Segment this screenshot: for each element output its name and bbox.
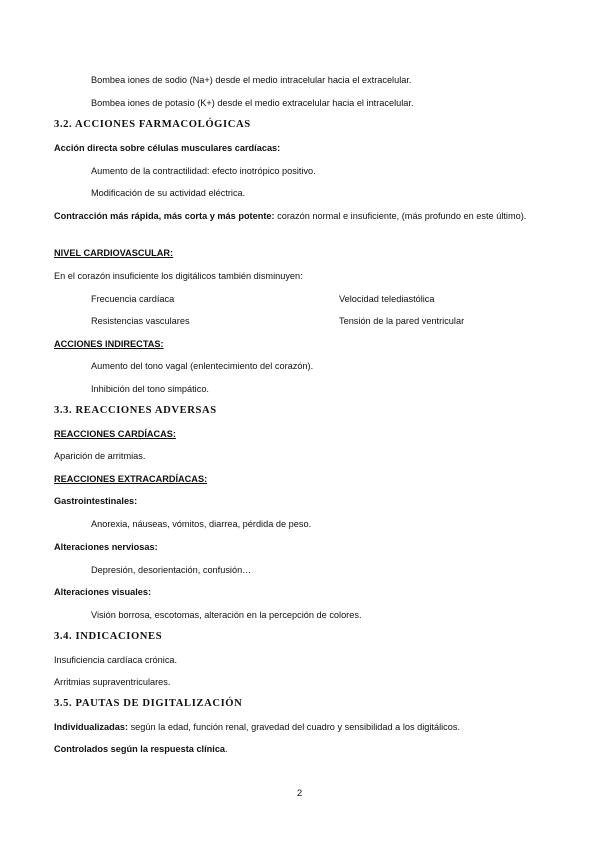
paragraph bbox=[54, 721, 460, 733]
text-line: Aparición de arritmias. bbox=[54, 451, 146, 461]
text-line: Bombea iones de sodio (Na+) desde el medio intracelular hacia el extracelular. bbox=[91, 75, 412, 85]
list-item: Frecuencia cardíaca bbox=[91, 294, 175, 304]
paragraph-text: según la edad, función renal, gravedad del cuadro y sensibilidad a los digitálicos. bbox=[128, 722, 461, 732]
text-line: Bombea iones de potasio (K+) desde el medio extracelular hacia el intracelular. bbox=[91, 98, 414, 108]
section-heading-3-2: 3.2. ACCIONES FARMACOLÓGICAS bbox=[54, 119, 251, 130]
subheading: Acción directa sobre células musculares cardíacas: bbox=[54, 143, 281, 153]
list-item: Resistencias vasculares bbox=[91, 316, 190, 326]
text-line: Arritmias supraventriculares. bbox=[54, 677, 171, 687]
paragraph bbox=[54, 210, 534, 222]
paragraph bbox=[54, 743, 228, 755]
subheading-underlined: REACCIONES CARDÍACAS: bbox=[54, 429, 176, 439]
subheading-underlined: ACCIONES INDIRECTAS: bbox=[54, 339, 164, 349]
section-heading-3-4: 3.4. INDICACIONES bbox=[54, 631, 163, 642]
page-number: 2 bbox=[296, 788, 303, 799]
text-line: Aumento del tono vagal (enlentecimiento del corazón). bbox=[91, 361, 314, 371]
bold-lead: Controlados según la respuesta clínica bbox=[54, 744, 226, 754]
section-heading-3-3: 3.3. REACCIONES ADVERSAS bbox=[54, 405, 217, 416]
text-line: En el corazón insuficiente los digitálicos también disminuyen: bbox=[54, 271, 303, 281]
text-line: Visión borrosa, escotomas, alteración en la percepción de colores. bbox=[91, 610, 362, 620]
text-line: Depresión, desorientación, confusión… bbox=[91, 565, 252, 575]
subheading: Gastrointestinales: bbox=[54, 496, 138, 506]
list-item: Tensión de la pared ventricular bbox=[339, 316, 465, 326]
subheading: Alteraciones nerviosas: bbox=[54, 542, 158, 552]
list-item: Velocidad telediastólica bbox=[339, 294, 435, 304]
text-line: Anorexia, náuseas, vómitos, diarrea, pérdida de peso. bbox=[91, 519, 312, 529]
subheading-underlined: REACCIONES EXTRACARDÍACAS: bbox=[54, 474, 208, 484]
bold-lead: Individualizadas: bbox=[54, 722, 129, 732]
text-line: Aumento de la contractilidad: efecto inotrópico positivo. bbox=[91, 166, 316, 176]
section-heading-3-5: 3.5. PAUTAS DE DIGITALIZACIÓN bbox=[54, 698, 243, 709]
paragraph-text: . bbox=[225, 744, 228, 754]
subheading-underlined: NIVEL CARDIOVASCULAR: bbox=[54, 248, 174, 258]
bold-lead: Contracción más rápida, más corta y más potente: bbox=[54, 211, 275, 221]
text-line: Modificación de su actividad eléctrica. bbox=[91, 188, 246, 198]
text-line: Inhibición del tono simpático. bbox=[91, 384, 209, 394]
subheading: Alteraciones visuales: bbox=[54, 587, 152, 597]
text-line: Insuficiencia cardíaca crónica. bbox=[54, 655, 178, 665]
paragraph-text: corazón normal e insuficiente, (más profundo en este último). bbox=[274, 211, 527, 221]
